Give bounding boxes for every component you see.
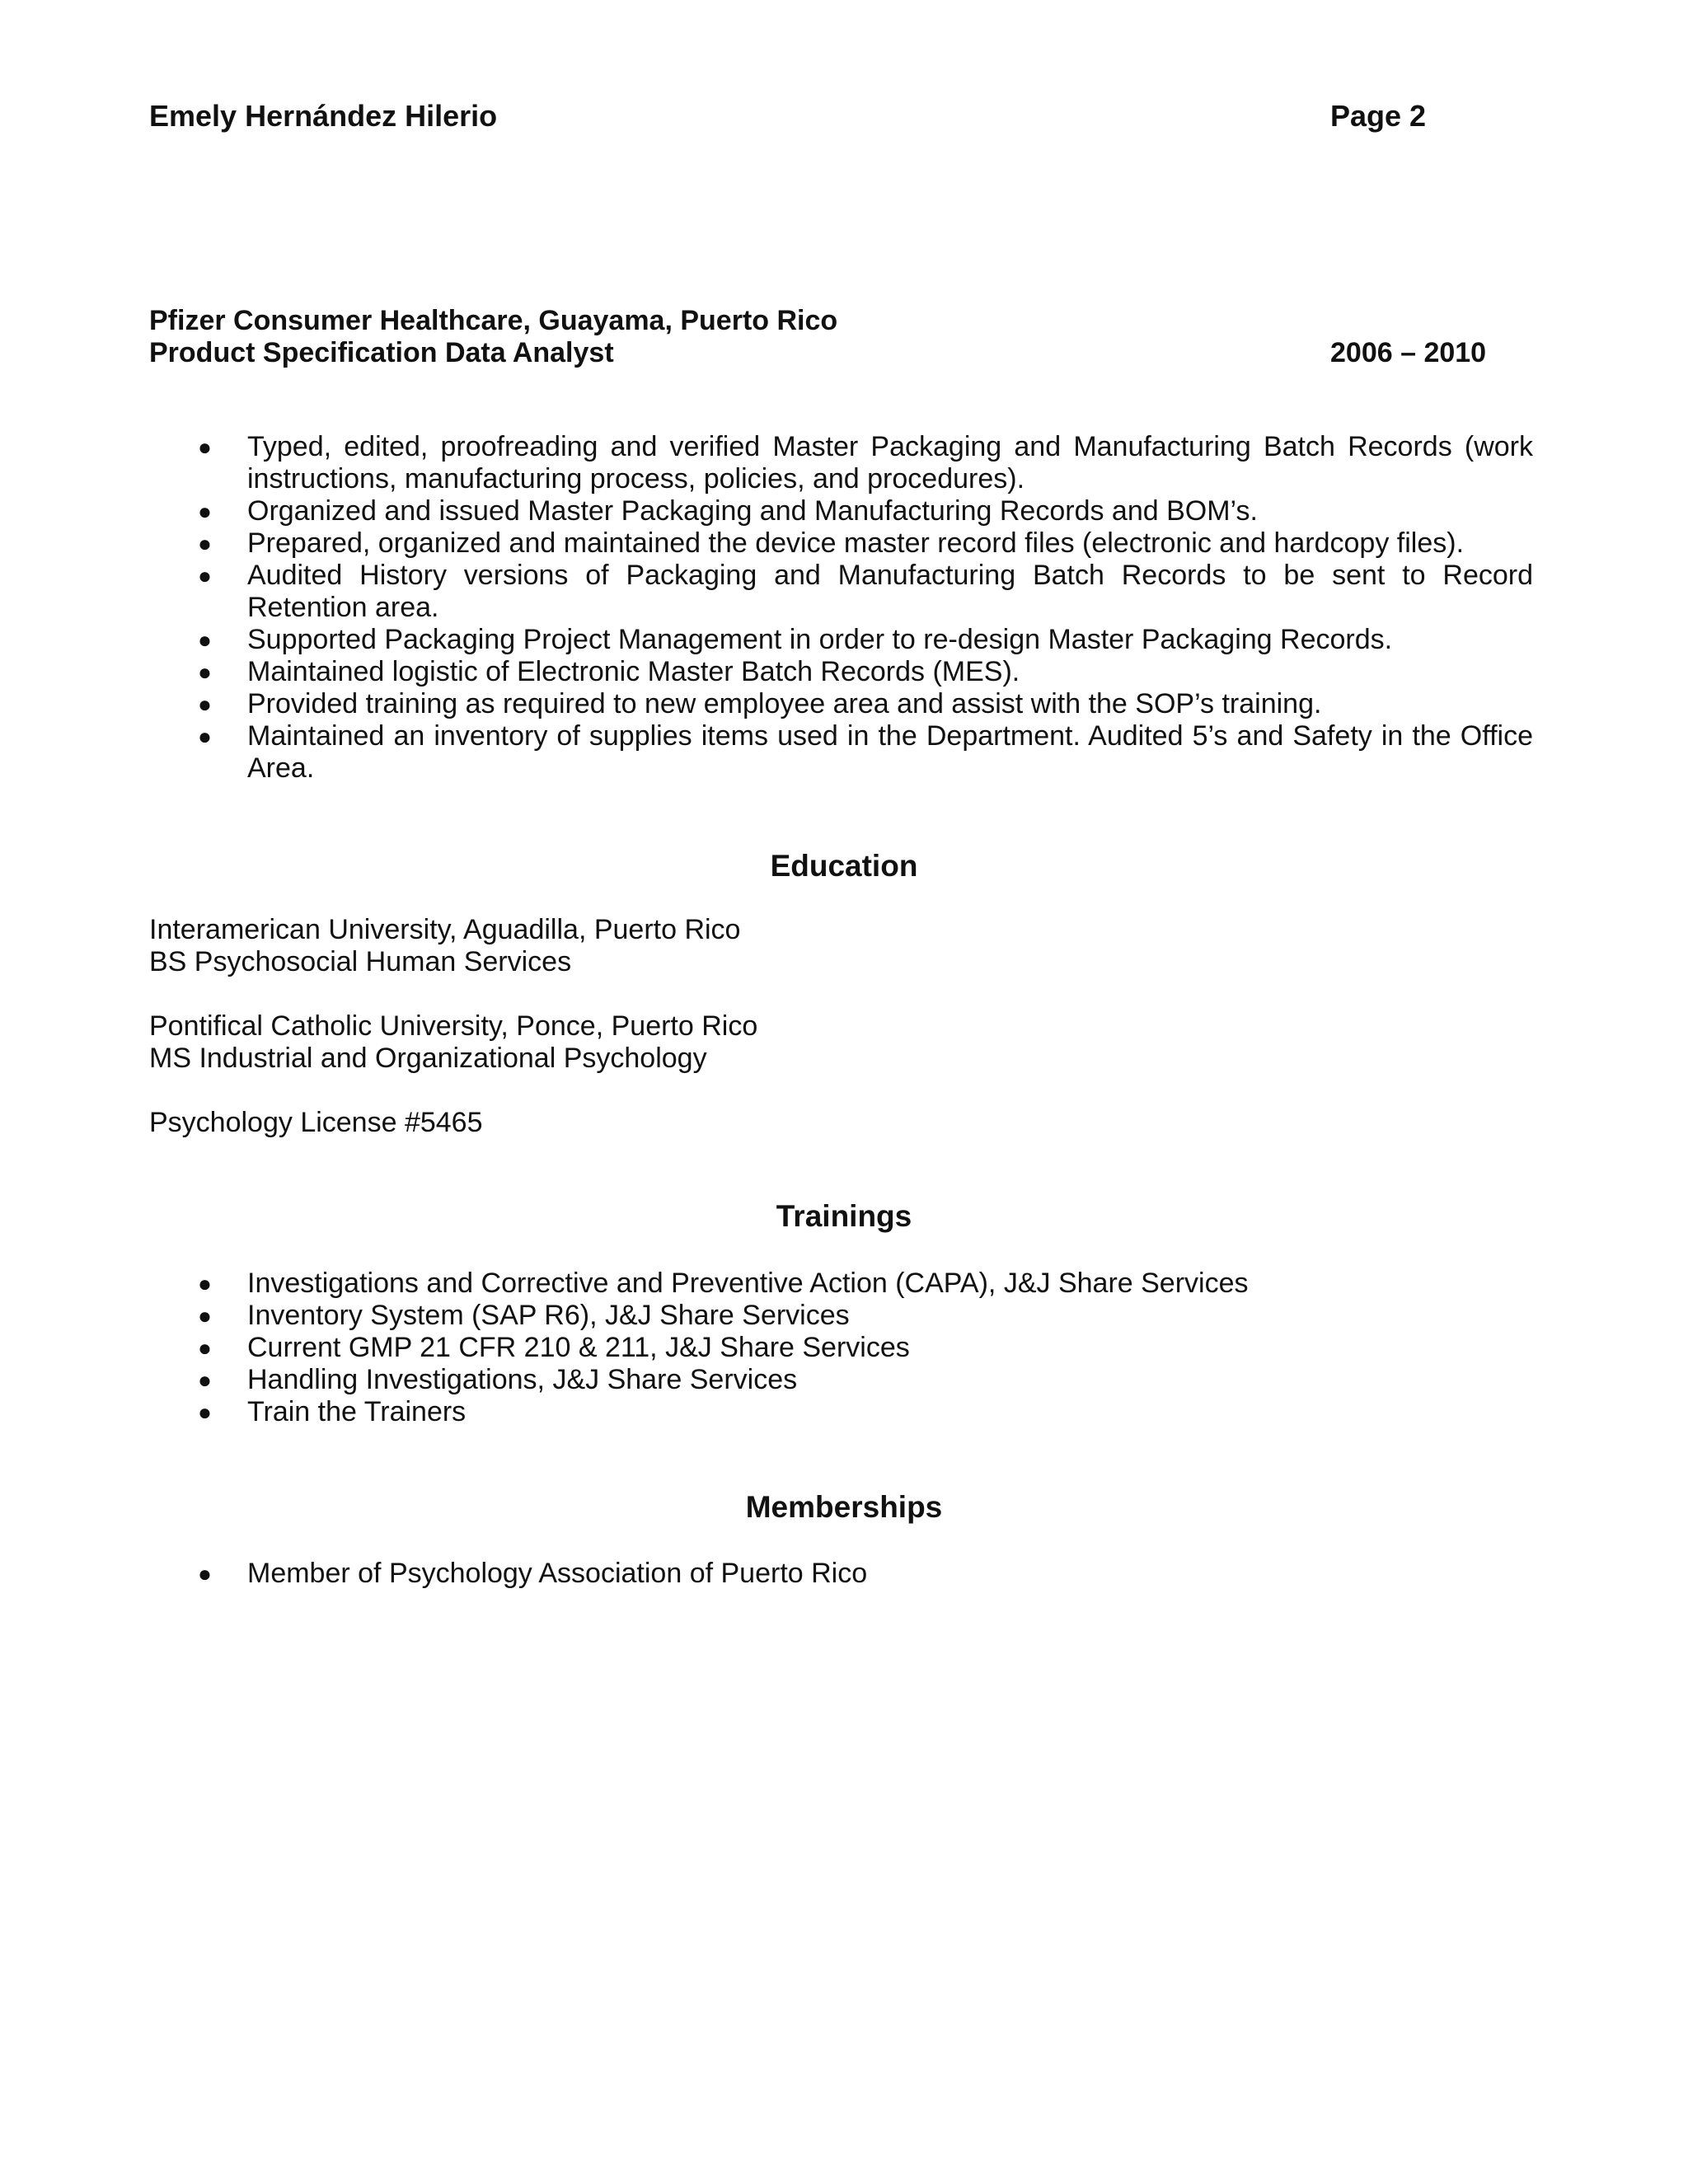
- job-dates: 2006 – 2010: [1330, 337, 1487, 368]
- education-school-2: Pontifical Catholic University, Ponce, Puerto Rico: [149, 1010, 758, 1042]
- bullet-icon: ●: [198, 627, 212, 653]
- memberships-heading: Memberships: [745, 1490, 943, 1524]
- list-item: ● Investigations and Corrective and Preventive Action (CAPA), J&J Share Services: [198, 1268, 1249, 1299]
- list-item: ● Inventory System (SAP R6), J&J Share Services: [198, 1300, 850, 1331]
- list-item: ● Member of Psychology Association of Puerto Rico: [198, 1558, 868, 1589]
- list-item: ● Audited History versions of Packaging and Manufacturing Batch Records to be sent to Record Retention area.: [198, 560, 1533, 623]
- bullet-icon: ●: [198, 563, 212, 588]
- education-school-1: Interamerican University, Aguadilla, Puerto Rico: [149, 914, 741, 945]
- bullet-icon: ●: [198, 499, 212, 524]
- bullet-icon: ●: [198, 1561, 212, 1586]
- experience-bullet-list: [198, 431, 1533, 785]
- list-item: ● Maintained an inventory of supplies items used in the Department. Audited 5’s and Safety in the Office Area.: [198, 720, 1533, 784]
- list-item: ● Organized and issued Master Packaging and Manufacturing Records and BOM’s.: [198, 495, 1258, 527]
- bullet-icon: ●: [198, 691, 212, 717]
- job-title: Product Specification Data Analyst: [149, 337, 614, 368]
- list-item: ● Typed, edited, proofreading and verified Master Packaging and Manufacturing Batch Records (work instructions, manufacturing process, policies, and procedures).: [198, 431, 1533, 494]
- bullet-icon: ●: [198, 531, 212, 556]
- bullet-icon: ●: [198, 659, 212, 685]
- education-heading: Education: [770, 849, 918, 883]
- list-item: ● Prepared, organized and maintained the device master record files (electronic and hardcopy files).: [198, 527, 1465, 559]
- bullet-icon: ●: [198, 1399, 212, 1425]
- company-name: Pfizer Consumer Healthcare, Guayama, Puerto Rico: [149, 305, 838, 336]
- education-degree-2: MS Industrial and Organizational Psychology: [149, 1043, 707, 1074]
- psychology-license: Psychology License #5465: [149, 1107, 483, 1138]
- list-item: ● Handling Investigations, J&J Share Services: [198, 1364, 798, 1395]
- bullet-icon: ●: [198, 1303, 212, 1329]
- list-item: ● Supported Packaging Project Management in order to re-design Master Packaging Records.: [198, 624, 1393, 655]
- list-item: ● Train the Trainers: [198, 1396, 467, 1427]
- education-degree-1: BS Psychosocial Human Services: [149, 946, 572, 977]
- page-number: Page 2: [1330, 99, 1427, 133]
- trainings-heading: Trainings: [776, 1199, 912, 1233]
- list-item: ● Maintained logistic of Electronic Master Batch Records (MES).: [198, 656, 1020, 687]
- memberships-list: [198, 1558, 1533, 1590]
- bullet-icon: ●: [198, 1335, 212, 1361]
- list-item: ● Current GMP 21 CFR 210 & 211, J&J Share Services: [198, 1332, 910, 1363]
- bullet-icon: ●: [198, 1367, 212, 1393]
- bullet-icon: ●: [198, 724, 212, 749]
- list-item: ● Provided training as required to new employee area and assist with the SOP’s training.: [198, 688, 1322, 719]
- candidate-name: Emely Hernández Hilerio: [149, 99, 498, 133]
- bullet-icon: ●: [198, 1271, 212, 1296]
- trainings-list: [198, 1268, 1533, 1428]
- bullet-icon: ●: [198, 434, 212, 460]
